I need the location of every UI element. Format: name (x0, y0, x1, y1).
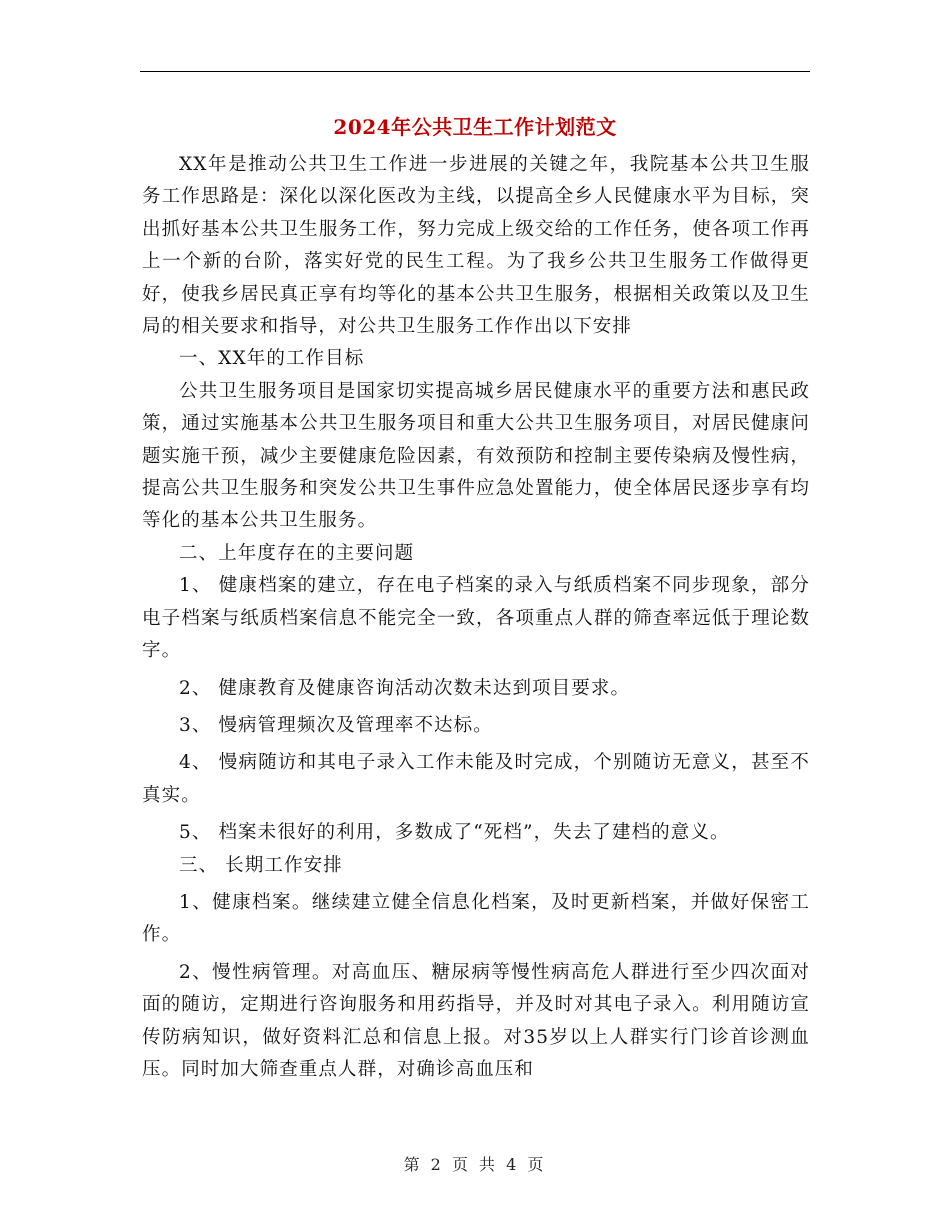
header-rule (140, 71, 810, 72)
list-item-problem-5: 5、 档案未很好的利用，多数成了“死档”，失去了建档的意义。 (179, 822, 730, 844)
list-item-problem-2: 2、 健康教育及健康咨询活动次数未达到项目要求。 (179, 677, 631, 699)
list-item-problem-3: 3、 慢病管理频次及管理率不达标。 (179, 714, 493, 736)
list-item-problem-4: 4、 慢病随访和其电子录入工作未能及时完成，个别随访无意义，甚至不真实。 (142, 752, 810, 806)
document-title: 2024年公共卫生工作计划范文 (333, 115, 617, 139)
page-footer: 第 2 页 共 4 页 (403, 1155, 547, 1174)
document-body (142, 149, 810, 1086)
list-item-plan-2: 2、慢性病管理。对高血压、糖尿病等慢性病高危人群进行至少四次面对面的随访，定期进行咨询服务和用药指导，并及时对其电子录入。利用随访宣传防病知识，做好资料汇总和信息上报。对35岁以上人群实行门诊首诊测血压。同时加大筛查重点人群，对确诊高血压和 (142, 961, 810, 1080)
paragraph-section-1: 公共卫生服务项目是国家切实提高城乡居民健康水平的重要方法和惠民政策，通过实施基本公共卫生服务项目和重大公共卫生服务项目，对居民健康问题实施干预，减少主要健康危险因素，有效预防和控制主要传染病及慢性病，提高公共卫生服务和突发公共卫生事件应急处置能力，使全体居民逐步享有均等化的基本公共卫生服务。 (142, 380, 810, 532)
paragraph-intro: XX年是推动公共卫生工作进一步进展的关键之年，我院基本公共卫生服务工作思路是：深化以深化医改为主线，以提高全乡人民健康水平为目标，突出抓好基本公共卫生服务工作，努力完成上级交给的工作任务，使各项工作再上一个新的台阶，落实好党的民生工程。为了我乡公共卫生服务工作做得更好，使我乡居民真正享有均等化的基本公共卫生服务，根据相关政策以及卫生局的相关要求和指导，对公共卫生服务工作作出以下安排 (142, 154, 810, 338)
list-item-problem-1: 1、 健康档案的建立，存在电子档案的录入与纸质档案不同步现象，部分电子档案与纸质档案信息不能完全一致，各项重点人群的筛查率远低于理论数字。 (142, 575, 810, 662)
heading-section-2: 二、上年度存在的主要问题 (179, 542, 415, 564)
heading-section-1: 一、XX年的工作目标 (179, 348, 365, 370)
list-item-plan-1: 1、健康档案。继续建立健全信息化档案，及时更新档案，并做好保密工作。 (142, 891, 810, 946)
heading-section-3: 三、 长期工作安排 (179, 854, 343, 876)
